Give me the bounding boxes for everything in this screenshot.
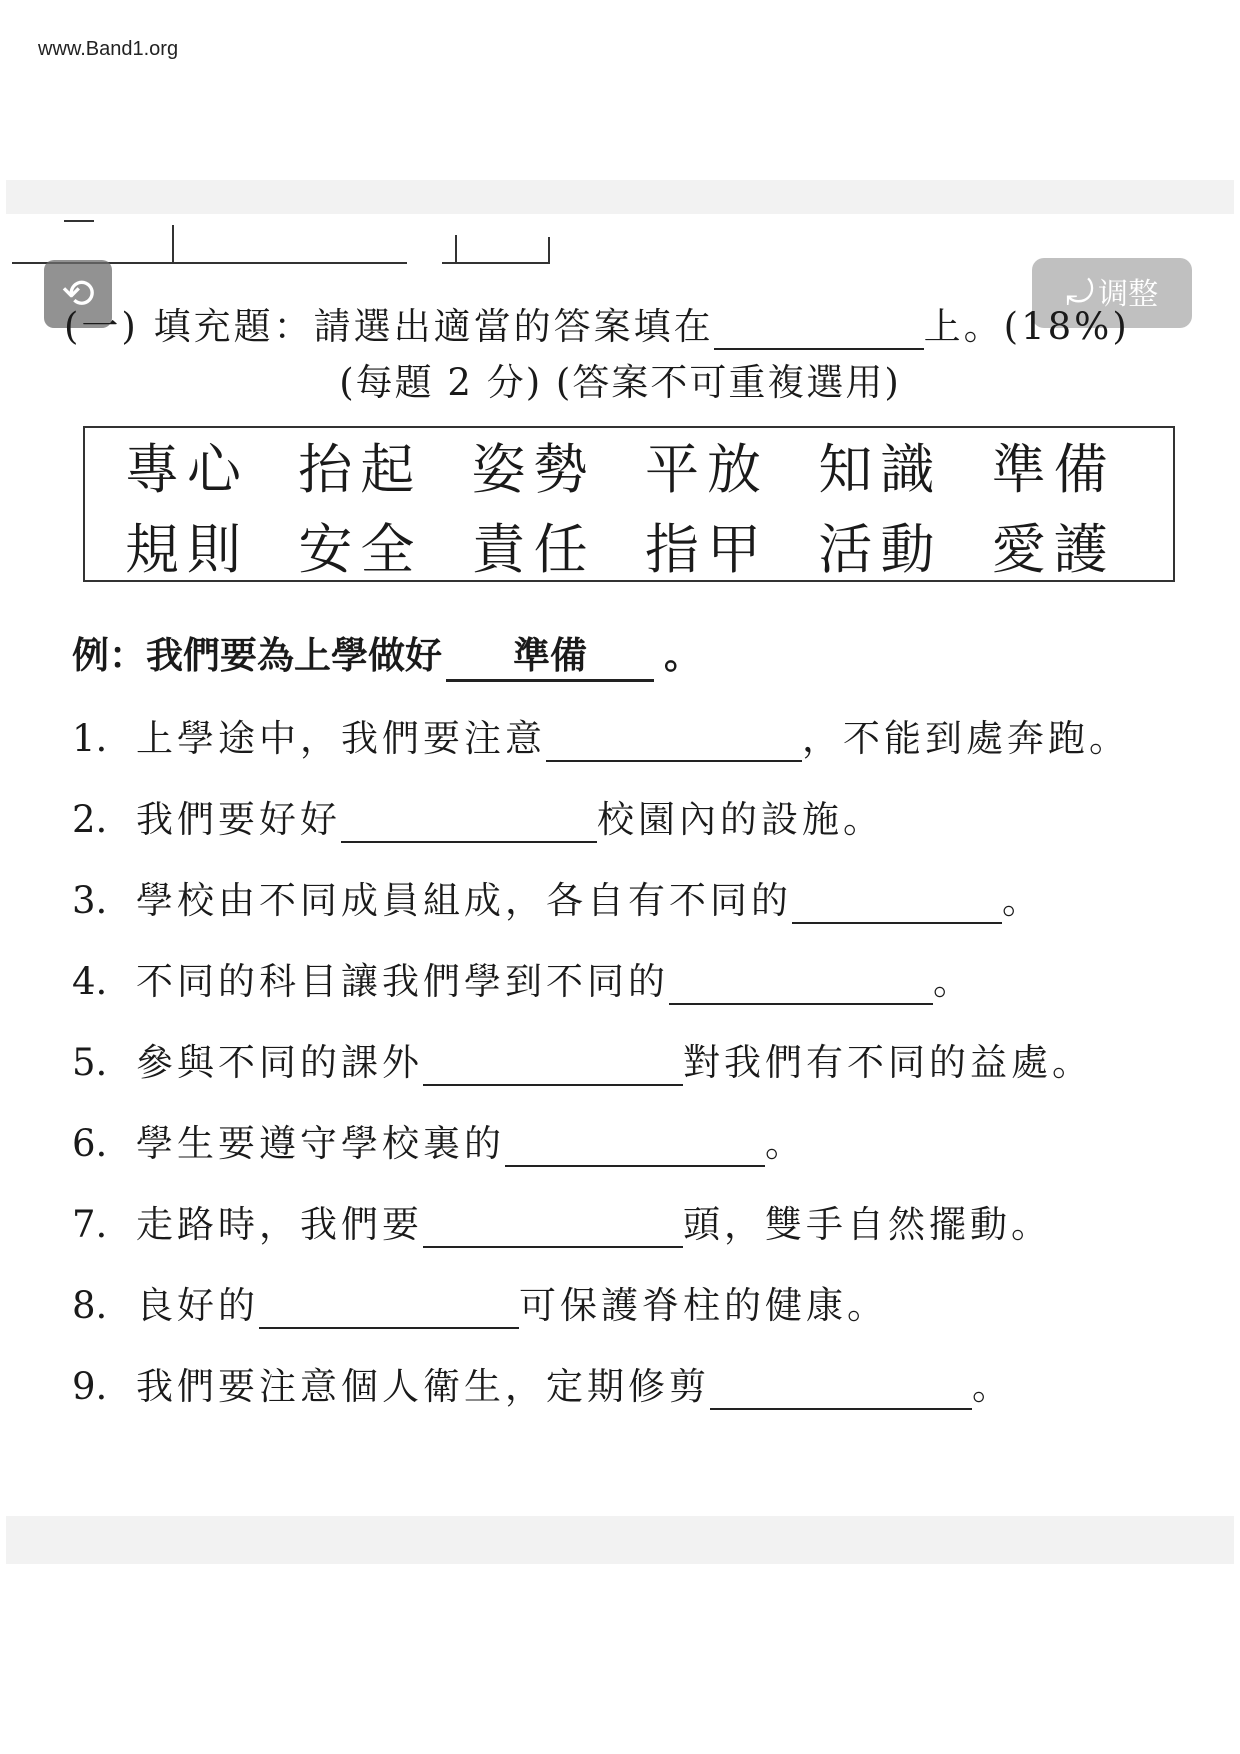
question-number: 1. [72,717,108,760]
answer-blank[interactable] [341,798,597,843]
answer-blank[interactable] [423,1203,683,1248]
question-text-after: 。 [765,1122,806,1165]
question-text-after: 頭，雙手自然擺動。 [683,1203,1052,1246]
question-text: 參與不同的課外 [136,1041,423,1084]
question-text: 走路時，我們要 [136,1203,423,1246]
question-number: 9. [72,1365,108,1408]
top-divider-band [6,180,1234,214]
question-1 [72,708,1130,762]
question-text-after: 校園內的設施。 [597,798,884,841]
section-note: (每題 2 分) (答案不可重複選用) [339,361,901,404]
question-5 [72,1032,1093,1086]
question-number: 2. [72,798,108,841]
site-url: www.Band1.org [38,38,179,60]
word-bank-item: 姿勢 [471,438,596,501]
question-2 [72,789,884,843]
question-9 [72,1356,1013,1410]
word-bank-item: 平放 [644,438,769,501]
answer-blank[interactable] [423,1041,683,1086]
answer-blank[interactable] [792,879,1002,924]
question-number: 6. [72,1122,108,1165]
question-6 [72,1113,806,1167]
word-bank-item: 規則 [125,518,249,581]
example-prefix: 例：我們要為上學做好 [72,633,442,677]
word-bank-item: 準備 [991,438,1116,501]
question-text: 學生要遵守學校裏的 [136,1122,505,1165]
question-number: 4. [72,960,108,1003]
question-text: 我們要注意個人衛生，定期修剪 [136,1365,710,1408]
word-bank-item: 責任 [471,518,596,581]
question-number: 3. [72,879,108,922]
bottom-divider-band [6,1516,1234,1564]
question-8 [72,1275,888,1329]
question-text: 不同的科目讓我們學到不同的 [136,960,669,1003]
answer-blank[interactable] [259,1284,519,1329]
crop-adjust-icon: ⤾ [1065,273,1095,313]
example-sentence [72,625,701,682]
question-text-after: 對我們有不同的益處。 [683,1041,1093,1084]
question-text: 良好的 [136,1284,259,1327]
question-3 [72,870,1043,924]
section-heading [64,296,1184,350]
question-number: 5. [72,1041,108,1084]
word-bank-item: 專心 [125,438,249,501]
word-bank-grid [125,438,1165,582]
word-bank-item: 知識 [818,438,943,501]
question-text-after: 。 [933,960,974,1003]
question-text-after: ，不能到處奔跑。 [802,717,1130,760]
question-4 [72,951,974,1005]
word-bank-item: 活動 [818,518,943,581]
question-text: 學校由不同成員組成，各自有不同的 [136,879,792,922]
question-number: 8. [72,1284,108,1327]
question-text-after: 可保護脊柱的健康。 [519,1284,888,1327]
answer-blank[interactable] [546,717,802,762]
word-bank-item: 愛護 [991,518,1116,581]
answer-blank[interactable] [669,960,933,1005]
question-text-after: 。 [972,1365,1013,1408]
answer-blank[interactable] [505,1122,765,1167]
answer-blank[interactable] [710,1365,972,1410]
question-text-after: 。 [1002,879,1043,922]
heading-blank [714,305,924,350]
example-answer: 準備 [446,625,654,682]
adjust-button-label: 调整 [1098,277,1159,312]
word-bank-item: 抬起 [298,438,423,501]
rotate-icon[interactable]: ⟲ [44,260,112,328]
question-text: 上學途中，我們要注意 [136,717,546,760]
example-suffix: 。 [664,633,701,677]
word-bank-item: 指甲 [644,518,769,581]
question-number: 7. [72,1203,108,1246]
section-title-tail: 上。(18%) [923,305,1130,348]
word-bank-box [83,426,1175,582]
question-text: 我們要好好 [136,798,341,841]
word-bank-item: 安全 [298,518,423,581]
section-title: (一) 填充題：請選出適當的答案填在 [64,305,714,348]
question-7 [72,1194,1052,1248]
